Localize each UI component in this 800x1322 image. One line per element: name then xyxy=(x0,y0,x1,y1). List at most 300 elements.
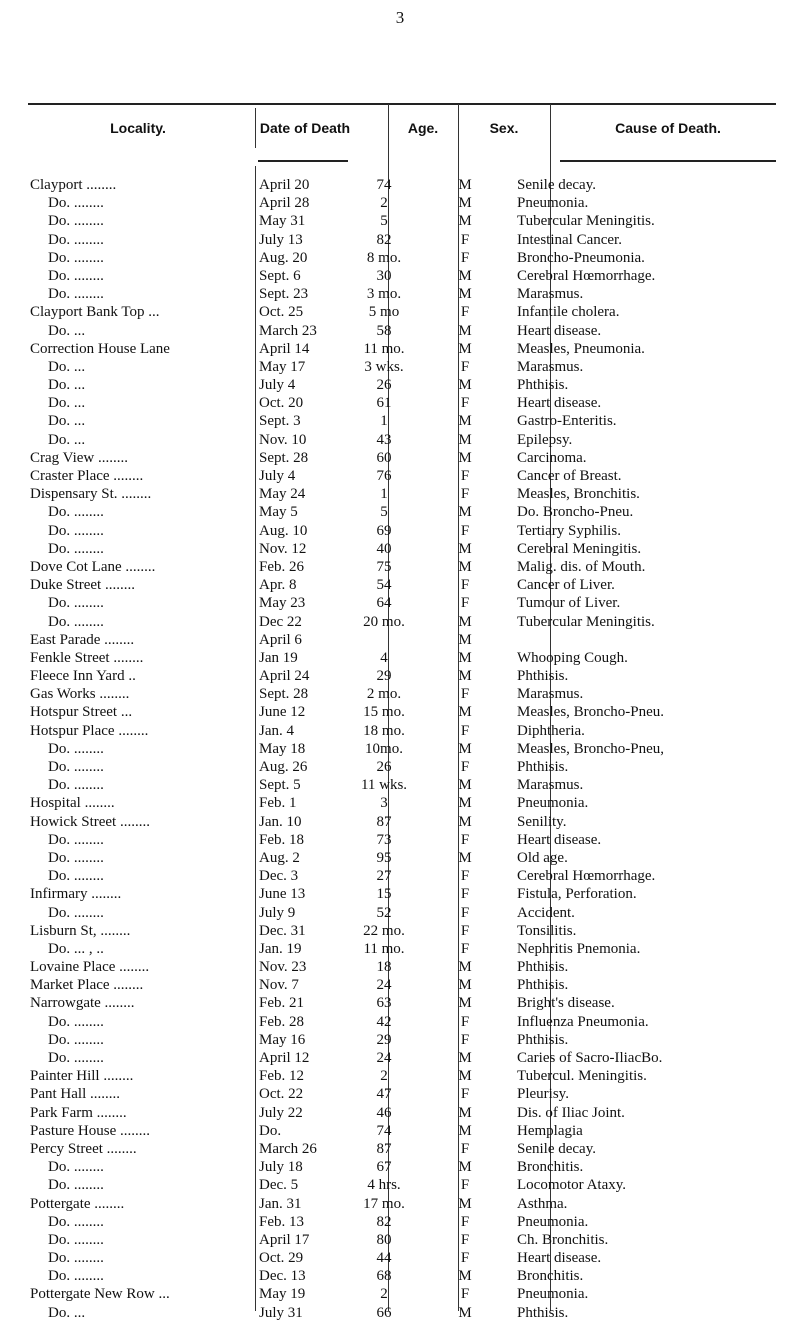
cause-cell: Phthisis. xyxy=(517,668,569,685)
date-cell: March 23 xyxy=(259,322,317,339)
sex-cell: F xyxy=(460,577,470,594)
date-cell: Jan 19 xyxy=(259,649,298,666)
cause-cell: Phthisis. xyxy=(517,377,569,394)
sex-cell: M xyxy=(458,649,472,666)
sex-cell: M xyxy=(458,1195,472,1212)
age-cell: 95 xyxy=(376,849,392,866)
death-register-table xyxy=(28,176,788,1322)
locality-cell: Do. ........ xyxy=(48,540,104,557)
age-cell: 60 xyxy=(376,449,392,466)
table-row xyxy=(28,740,788,758)
locality-cell: Do. ........ xyxy=(48,522,104,539)
date-cell: Aug. 2 xyxy=(259,849,300,866)
sex-cell: M xyxy=(458,413,472,430)
cause-cell: Gastro-Enteritis. xyxy=(517,413,617,430)
date-cell: May 18 xyxy=(259,740,306,757)
header-rule-cause xyxy=(560,160,776,162)
cause-cell xyxy=(511,631,788,649)
cause-cell: Heart disease. xyxy=(517,831,602,848)
table-row xyxy=(28,194,788,212)
locality-cell: Pant Hall ........ xyxy=(30,1086,120,1103)
locality-cell: Painter Hill ........ xyxy=(30,1068,134,1085)
table-row xyxy=(28,176,788,194)
age-cell: 18 mo. xyxy=(363,722,405,739)
date-cell: April 28 xyxy=(259,195,310,212)
date-cell: March 26 xyxy=(259,1140,317,1157)
age-cell: 10mo. xyxy=(365,740,403,757)
locality-cell: Do. ... xyxy=(48,1304,86,1321)
table-row xyxy=(28,558,788,576)
table-row xyxy=(28,1195,788,1213)
sex-cell: M xyxy=(458,286,472,303)
date-cell: July 4 xyxy=(259,468,296,484)
table-row xyxy=(28,1085,788,1103)
date-cell: Jan. 4 xyxy=(259,722,294,739)
sex-cell: M xyxy=(458,1268,472,1285)
table-row xyxy=(28,1213,788,1231)
sex-cell: M xyxy=(458,449,472,466)
date-cell: May 16 xyxy=(259,1031,306,1048)
date-cell: May 17 xyxy=(259,358,306,375)
age-cell: 74 xyxy=(376,177,392,193)
table-row xyxy=(28,1231,788,1249)
cause-cell: Phthisis. xyxy=(517,959,569,976)
sex-cell: M xyxy=(458,558,472,575)
sex-cell: M xyxy=(458,267,472,284)
date-cell: July 9 xyxy=(259,904,296,921)
sex-cell: M xyxy=(458,1050,472,1066)
date-cell: July 31 xyxy=(259,1304,303,1321)
age-cell: 68 xyxy=(376,1268,392,1285)
date-cell: Dec. 13 xyxy=(259,1268,306,1285)
cause-cell: Marasmus. xyxy=(517,286,584,303)
age-cell: 5 mo xyxy=(368,304,400,321)
cause-cell: Phthisis. xyxy=(517,759,569,775)
cause-cell: Measles, Pneumonia. xyxy=(517,340,645,357)
date-cell: Aug. 10 xyxy=(259,522,308,539)
date-cell: Feb. 1 xyxy=(259,795,297,812)
cause-cell: Do. Broncho-Pneu. xyxy=(517,504,634,521)
cause-cell: Measles, Bronchitis. xyxy=(517,486,640,503)
sex-cell: M xyxy=(458,377,472,394)
date-cell: Sept. 28 xyxy=(259,686,309,703)
sex-cell: F xyxy=(460,1086,470,1103)
locality-cell: Do. ........ xyxy=(48,1013,104,1030)
sex-cell: M xyxy=(458,668,472,685)
table-row xyxy=(28,958,788,976)
date-cell: Apr. 8 xyxy=(259,577,297,594)
locality-cell: Do. ........ xyxy=(48,249,104,266)
date-cell: Feb. 26 xyxy=(259,558,304,575)
header-locality: Locality. xyxy=(110,120,166,136)
locality-cell: Do. ........ xyxy=(48,613,104,630)
age-cell: 3 mo. xyxy=(366,286,402,303)
sex-cell: M xyxy=(458,613,472,630)
sex-cell: M xyxy=(458,704,472,721)
date-cell: June 13 xyxy=(259,886,306,903)
age-cell: 24 xyxy=(376,1050,392,1066)
sex-cell: M xyxy=(458,631,472,648)
cause-cell: Influenza Pneumonia. xyxy=(517,1013,649,1030)
date-cell: Nov. 23 xyxy=(259,959,307,976)
page-number: 3 xyxy=(395,8,405,27)
date-cell: July 13 xyxy=(259,231,303,248)
date-cell: April 24 xyxy=(259,668,310,685)
locality-cell: Do. ... xyxy=(48,377,86,394)
sex-cell: F xyxy=(460,686,470,703)
sex-cell: M xyxy=(458,213,472,230)
table-row xyxy=(28,467,788,485)
locality-cell: Do. ........ xyxy=(48,740,104,757)
date-cell: May 24 xyxy=(259,486,306,503)
locality-cell: Pottergate New Row ... xyxy=(30,1286,170,1303)
locality-cell: Do. ........ xyxy=(48,1159,104,1176)
table-row xyxy=(28,1304,788,1322)
date-cell: April 6 xyxy=(259,631,302,648)
locality-cell: Do. ........ xyxy=(48,595,104,612)
sex-cell: F xyxy=(460,904,470,921)
sex-cell: F xyxy=(460,1213,470,1230)
locality-cell: Gas Works ........ xyxy=(30,686,130,703)
header-age: Age. xyxy=(407,120,439,136)
date-cell: July 18 xyxy=(259,1159,303,1176)
table-row xyxy=(28,1067,788,1085)
age-cell: 42 xyxy=(376,1013,392,1030)
sex-cell: M xyxy=(458,431,472,448)
sex-cell: M xyxy=(458,177,472,193)
date-cell: May 31 xyxy=(259,213,306,230)
date-cell: Oct. 29 xyxy=(259,1250,304,1267)
age-cell: 2 xyxy=(380,195,388,212)
sex-cell: M xyxy=(458,1068,472,1085)
locality-cell: Correction House Lane xyxy=(30,340,170,357)
table-row xyxy=(28,976,788,994)
table-row xyxy=(28,631,788,649)
date-cell: Sept. 28 xyxy=(259,449,309,466)
date-cell: Jan. 31 xyxy=(259,1195,302,1212)
cause-cell: Cancer of Liver. xyxy=(517,577,615,594)
age-cell: 20 mo. xyxy=(363,613,405,630)
table-row xyxy=(28,1013,788,1031)
cause-cell: Cancer of Breast. xyxy=(517,468,622,484)
sex-cell: F xyxy=(460,395,470,412)
cause-cell: Marasmus. xyxy=(517,358,584,375)
sex-cell: F xyxy=(460,868,470,885)
sex-cell: F xyxy=(460,304,470,321)
locality-cell: Hotspur Place ........ xyxy=(30,722,149,739)
date-cell: Oct. 22 xyxy=(259,1086,304,1103)
age-cell: 75 xyxy=(376,558,392,575)
table-row xyxy=(28,376,788,394)
date-cell: July 4 xyxy=(259,377,296,394)
sex-cell: M xyxy=(458,813,472,830)
top-rule xyxy=(28,103,776,105)
sex-cell: F xyxy=(460,1177,470,1194)
cause-cell: Bronchitis. xyxy=(517,1159,584,1176)
locality-cell: Howick Street ........ xyxy=(30,813,150,830)
age-cell: 40 xyxy=(376,540,392,557)
locality-cell: Do. ........ xyxy=(48,1213,104,1230)
cause-cell: Heart disease. xyxy=(517,322,602,339)
locality-cell: Hospital ........ xyxy=(30,795,115,812)
age-cell: 2 mo. xyxy=(366,686,402,703)
age-cell: 47 xyxy=(376,1086,392,1103)
locality-cell: Do. ........ xyxy=(48,849,104,866)
date-cell: Feb. 13 xyxy=(259,1213,304,1230)
locality-cell: Pottergate ........ xyxy=(30,1195,125,1212)
sex-cell: F xyxy=(460,759,470,775)
cause-cell: Marasmus. xyxy=(517,777,584,794)
divider-date-top xyxy=(255,108,256,148)
locality-cell: Do. ........ xyxy=(48,213,104,230)
table-row xyxy=(28,758,788,776)
cause-cell: Tubercular Meningitis. xyxy=(517,613,655,630)
date-cell: Nov. 12 xyxy=(259,540,307,557)
age-cell: 64 xyxy=(376,595,392,612)
age-cell: 82 xyxy=(376,1213,392,1230)
table-row xyxy=(28,722,788,740)
age-cell: 44 xyxy=(376,1250,392,1267)
date-cell: Sept. 5 xyxy=(259,777,301,794)
age-cell: 82 xyxy=(376,231,392,248)
sex-cell: M xyxy=(458,849,472,866)
cause-cell: Heart disease. xyxy=(517,1250,602,1267)
age-cell: 69 xyxy=(376,522,392,539)
table-row xyxy=(28,576,788,594)
age-cell: 2 xyxy=(380,1068,388,1085)
locality-cell: Do. ........ xyxy=(48,286,104,303)
cause-cell: Infantile cholera. xyxy=(517,304,620,321)
date-cell: Oct. 20 xyxy=(259,395,304,412)
cause-cell: Diphtheria. xyxy=(517,722,585,739)
cause-cell: Asthma. xyxy=(517,1195,568,1212)
table-row xyxy=(28,685,788,703)
table-row xyxy=(28,794,788,812)
date-cell: Jan. 10 xyxy=(259,813,302,830)
locality-cell: Do. ........ xyxy=(48,1177,104,1194)
locality-cell: Clayport Bank Top ... xyxy=(30,304,160,321)
date-cell: May 19 xyxy=(259,1286,306,1303)
table-row xyxy=(28,649,788,667)
table-row xyxy=(28,1285,788,1303)
table-row xyxy=(28,940,788,958)
cause-cell: Hemplagia xyxy=(517,1122,583,1139)
table-row xyxy=(28,703,788,721)
age-cell: 27 xyxy=(376,868,392,885)
age-cell: 3 wks. xyxy=(364,358,404,375)
date-cell: Sept. 3 xyxy=(259,413,301,430)
header-cause: Cause of Death. xyxy=(615,120,721,136)
age-cell: 29 xyxy=(376,668,392,685)
locality-cell: Narrowgate ........ xyxy=(30,995,135,1012)
sex-cell: M xyxy=(458,504,472,521)
date-cell: Feb. 28 xyxy=(259,1013,304,1030)
locality-cell: Duke Street ........ xyxy=(30,577,135,594)
sex-cell: F xyxy=(460,358,470,375)
locality-cell: East Parade ........ xyxy=(30,631,135,648)
table-row xyxy=(28,340,788,358)
age-cell xyxy=(349,631,419,649)
cause-cell: Fistula, Perforation. xyxy=(517,886,637,903)
age-cell: 5 xyxy=(380,213,388,230)
table-row xyxy=(28,667,788,685)
table-row xyxy=(28,1104,788,1122)
sex-cell: M xyxy=(458,959,472,976)
cause-cell: Tubercul. Meningitis. xyxy=(517,1068,647,1085)
sex-cell: F xyxy=(460,1031,470,1048)
age-cell: 5 xyxy=(380,504,388,521)
date-cell: Nov. 10 xyxy=(259,431,307,448)
date-cell: May 5 xyxy=(259,504,298,521)
date-cell: Dec. 31 xyxy=(259,922,306,939)
locality-cell: Park Farm ........ xyxy=(30,1104,127,1121)
sex-cell: F xyxy=(460,486,470,503)
table-row xyxy=(28,394,788,412)
cause-cell: Tubercular Meningitis. xyxy=(517,213,655,230)
cause-cell: Pneumonia. xyxy=(517,795,589,812)
table-row xyxy=(28,358,788,376)
header-date: Date of Death xyxy=(259,120,351,136)
sex-cell: M xyxy=(458,995,472,1012)
sex-cell: F xyxy=(460,1231,470,1248)
date-cell: Do. xyxy=(259,1122,282,1139)
age-cell: 15 mo. xyxy=(363,704,405,721)
age-cell: 87 xyxy=(376,813,392,830)
table-row xyxy=(28,1249,788,1267)
age-cell: 18 xyxy=(376,959,392,976)
locality-cell: Crag View ........ xyxy=(30,449,128,466)
age-cell: 11 mo. xyxy=(363,940,405,957)
table-row xyxy=(28,249,788,267)
age-cell: 46 xyxy=(376,1104,392,1121)
date-cell: May 23 xyxy=(259,595,306,612)
age-cell: 8 mo. xyxy=(366,249,402,266)
age-cell: 74 xyxy=(376,1122,392,1139)
cause-cell: Locomotor Ataxy. xyxy=(517,1177,627,1194)
locality-cell: Craster Place ........ xyxy=(30,468,144,484)
age-cell: 80 xyxy=(376,1231,392,1248)
age-cell: 1 xyxy=(380,413,388,430)
date-cell: April 17 xyxy=(259,1231,310,1248)
locality-cell: Do. ........ xyxy=(48,267,104,284)
sex-cell: M xyxy=(458,740,472,757)
age-cell: 73 xyxy=(376,831,392,848)
date-cell: Feb. 12 xyxy=(259,1068,304,1085)
date-cell: April 20 xyxy=(259,177,310,193)
sex-cell: F xyxy=(460,1140,470,1157)
age-cell: 54 xyxy=(376,577,392,594)
sex-cell: F xyxy=(460,249,470,266)
date-cell: Dec. 3 xyxy=(259,868,299,885)
table-row xyxy=(28,831,788,849)
age-cell: 63 xyxy=(376,995,392,1012)
table-row xyxy=(28,1176,788,1194)
locality-cell: Do. ........ xyxy=(48,504,104,521)
cause-cell: Caries of Sacro-IliacBo. xyxy=(517,1050,663,1066)
locality-cell: Do. ... xyxy=(48,358,86,375)
locality-cell: Do. ........ xyxy=(48,1031,104,1048)
sex-cell: F xyxy=(460,831,470,848)
locality-cell: Fenkle Street ........ xyxy=(30,649,144,666)
locality-cell: Do. ........ xyxy=(48,1268,104,1285)
age-cell: 2 xyxy=(380,1286,388,1303)
cause-cell: Marasmus. xyxy=(517,686,584,703)
cause-cell: Phthisis. xyxy=(517,1304,569,1321)
cause-cell: Ch. Bronchitis. xyxy=(517,1231,609,1248)
date-cell: April 12 xyxy=(259,1050,310,1066)
header-rule-date xyxy=(258,160,348,162)
sex-cell: M xyxy=(458,195,472,212)
table-row xyxy=(28,994,788,1012)
table-row xyxy=(28,540,788,558)
locality-cell: Lovaine Place ........ xyxy=(30,959,150,976)
sex-cell: F xyxy=(460,595,470,612)
locality-cell: Do. ........ xyxy=(48,231,104,248)
table-row xyxy=(28,412,788,430)
age-cell: 11 mo. xyxy=(363,340,405,357)
table-row xyxy=(28,522,788,540)
cause-cell: Cerebral Hœmorrhage. xyxy=(517,868,656,885)
cause-cell: Carcinoma. xyxy=(517,449,587,466)
locality-cell: Infirmary ........ xyxy=(30,886,122,903)
cause-cell: Broncho-Pneumonia. xyxy=(517,249,645,266)
table-row xyxy=(28,867,788,885)
table-row xyxy=(28,776,788,794)
cause-cell: Malig. dis. of Mouth. xyxy=(517,558,646,575)
locality-cell: Do. ........ xyxy=(48,1050,104,1066)
sex-cell: M xyxy=(458,322,472,339)
sex-cell: F xyxy=(460,922,470,939)
date-cell: April 14 xyxy=(259,340,310,357)
locality-cell: Fleece Inn Yard .. xyxy=(30,668,136,685)
locality-cell: Clayport ........ xyxy=(30,177,117,193)
locality-cell: Percy Street ........ xyxy=(30,1140,137,1157)
sex-cell: M xyxy=(458,777,472,794)
table-row xyxy=(28,485,788,503)
locality-cell: Do. ........ xyxy=(48,868,104,885)
sex-cell: F xyxy=(460,522,470,539)
table-row xyxy=(28,285,788,303)
date-cell: Jan. 19 xyxy=(259,940,302,957)
date-cell: Feb. 21 xyxy=(259,995,304,1012)
date-cell: Sept. 6 xyxy=(259,267,301,284)
locality-cell: Do. ........ xyxy=(48,1231,104,1248)
sex-cell: F xyxy=(460,468,470,484)
age-cell: 43 xyxy=(376,431,392,448)
table-row xyxy=(28,1158,788,1176)
table-row xyxy=(28,1140,788,1158)
locality-cell: Do. ........ xyxy=(48,904,104,921)
cause-cell: Heart disease. xyxy=(517,395,602,412)
sex-cell: F xyxy=(460,940,470,957)
date-cell: Aug. 26 xyxy=(259,759,308,775)
locality-cell: Lisburn St, ........ xyxy=(30,922,131,939)
sex-cell: M xyxy=(458,1159,472,1176)
sex-cell: M xyxy=(458,340,472,357)
locality-cell: Do. ........ xyxy=(48,195,104,212)
age-cell: 76 xyxy=(376,468,392,484)
cause-cell: Measles, Broncho-Pneu. xyxy=(517,704,665,721)
age-cell: 11 wks. xyxy=(360,777,408,794)
table-row xyxy=(28,1267,788,1285)
age-cell: 24 xyxy=(376,977,392,994)
sex-cell: F xyxy=(460,1286,470,1303)
locality-cell: Dispensary St. ........ xyxy=(30,486,152,503)
date-cell: Nov. 7 xyxy=(259,977,299,994)
sex-cell: M xyxy=(458,540,472,557)
sex-cell: M xyxy=(458,1122,472,1139)
locality-cell: Pasture House ........ xyxy=(30,1122,150,1139)
